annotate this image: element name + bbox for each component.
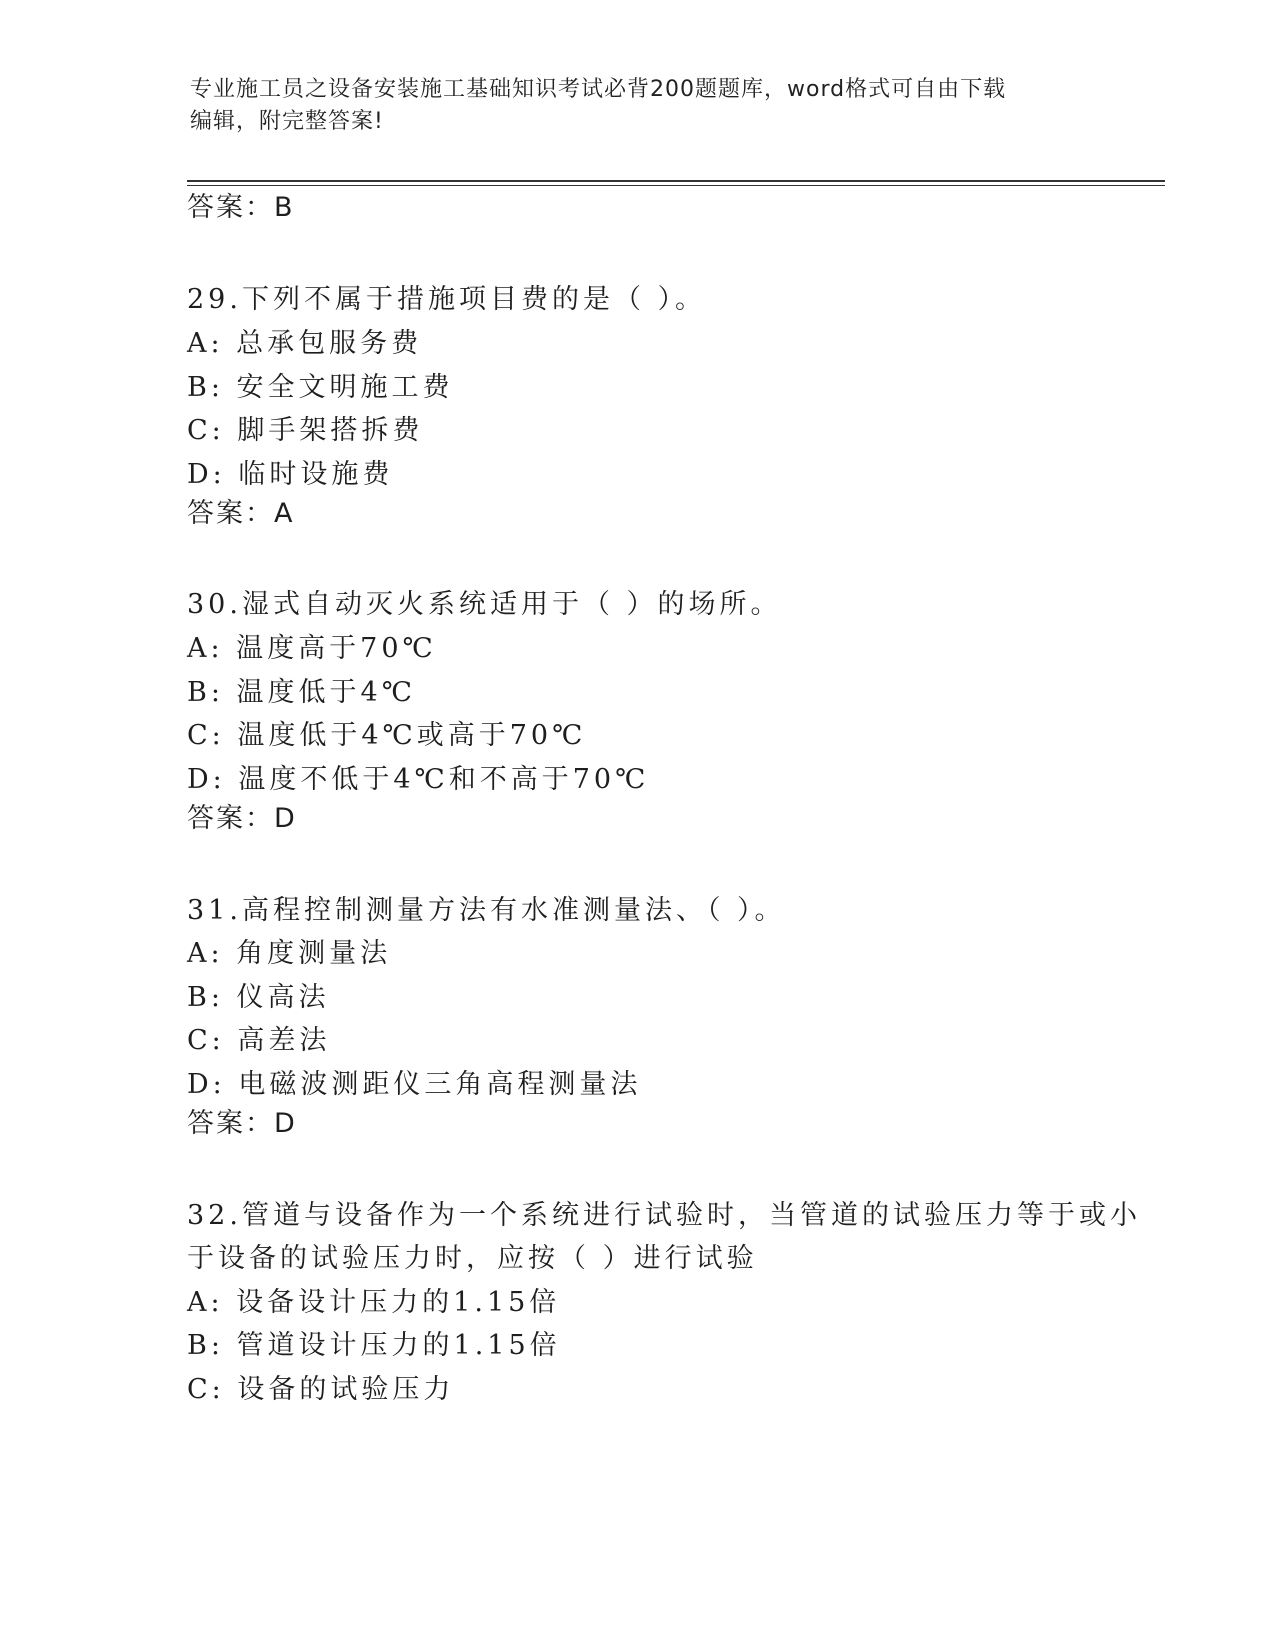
header-line-2: 编辑，附完整答案! [190,109,384,134]
option-31-a: A: 角度测量法 [187,938,392,969]
option-32-b: B: 管道设计压力的1.15倍 [187,1330,561,1361]
option-31-c: C: 高差法 [187,1025,331,1056]
question-stem-29: 29.下列不属于措施项目费的是（ ）。 [187,284,707,315]
option-30-a: A: 温度高于70℃ [187,633,437,664]
option-32-c: C: 设备的试验压力 [187,1374,455,1405]
question-stem-32-line-1: 32.管道与设备作为一个系统进行试验时，当管道的试验压力等于或小 [187,1200,1141,1231]
option-31-d: D: 电磁波测距仪三角高程测量法 [187,1069,642,1100]
option-29-a: A: 总承包服务费 [187,328,423,359]
header-rule-thin [187,185,1165,186]
page-header [190,74,1090,138]
question-stem-30: 30.湿式自动灭火系统适用于（ ）的场所。 [187,589,782,620]
question-stem-32-line-2: 于设备的试验压力时，应按（ ）进行试验 [187,1243,758,1274]
answer-q30: 答案：D [187,803,297,834]
answer-q31: 答案：D [187,1108,297,1139]
answer-q28: 答案：B [187,192,295,223]
option-30-c: C: 温度低于4℃或高于70℃ [187,720,587,751]
answer-q29: 答案：A [187,498,295,529]
option-32-a: A: 设备设计压力的1.15倍 [187,1287,561,1318]
option-29-b: B: 安全文明施工费 [187,372,454,403]
header-rule-thick [187,180,1165,182]
option-31-b: B: 仪高法 [187,982,330,1013]
option-30-d: D: 温度不低于4℃和不高于70℃ [187,764,650,795]
question-stem-31: 31.高程控制测量方法有水准测量法、（ ）。 [187,895,786,926]
option-30-b: B: 温度低于4℃ [187,677,416,708]
option-29-c: C: 脚手架搭拆费 [187,415,424,446]
option-29-d: D: 临时设施费 [187,459,394,490]
header-line-1: 专业施工员之设备安装施工基础知识考试必背200题题库，word格式可自由下载 [190,77,1007,102]
